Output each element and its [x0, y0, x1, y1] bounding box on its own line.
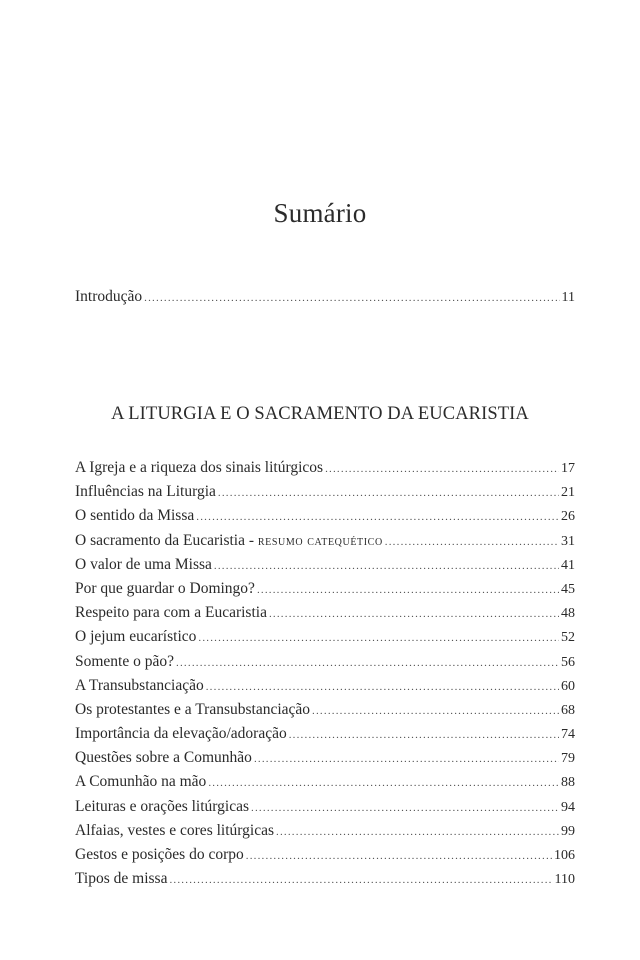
toc-entry-label-text: Leituras e orações litúrgicas [75, 797, 250, 815]
toc-entry [75, 577, 575, 601]
toc-entry-label-text: A Transubstanciação [75, 676, 204, 694]
toc-entry-page: 68 [561, 702, 575, 718]
toc-entry [75, 795, 575, 819]
toc-leader-dots [251, 796, 559, 820]
section-heading: A LITURGIA E O SACRAMENTO DA EUCARISTIA [111, 404, 529, 424]
toc-entry-page: 41 [561, 557, 575, 573]
toc-leader-dots [176, 651, 559, 675]
toc-entry-label [75, 698, 310, 722]
toc-entries [75, 456, 575, 891]
toc-entry-label [75, 601, 267, 625]
toc-entry-page: 106 [554, 848, 575, 863]
toc-entry [75, 722, 575, 746]
toc-leader-dots [196, 505, 559, 529]
toc-entry-label [75, 480, 216, 504]
toc-leader-dots [169, 868, 552, 892]
toc-entry-label [75, 819, 274, 843]
toc-entry-label [75, 625, 196, 649]
toc-entry-label [75, 553, 212, 577]
toc-entry-label [75, 674, 204, 698]
toc-leader-dots [206, 675, 559, 699]
toc-entry-label-text: Por que guardar o Domingo? [75, 579, 255, 597]
toc-entry-label-text: Gestos e posições do corpo [75, 846, 244, 863]
toc-leader-dots [276, 820, 559, 844]
toc-entry-label-text: Somente o pão? [75, 652, 175, 670]
toc-entry [75, 529, 575, 553]
toc-entry-label-text: Respeito para com a Eucaristia [75, 604, 267, 622]
toc-entry [75, 480, 575, 504]
toc-entry-label: Introdução [75, 288, 143, 305]
toc-entry [75, 867, 575, 891]
toc-entry-page: 56 [561, 654, 575, 670]
toc-entry-label-text: Tipos de missa [75, 870, 168, 888]
toc-leader-dots [246, 844, 552, 868]
toc-entry-page: 45 [561, 581, 575, 597]
toc-entry [75, 770, 575, 794]
toc-entry [75, 504, 575, 528]
toc-entry-label-text: O valor de uma Missa [75, 555, 212, 573]
toc-entry-page: 88 [561, 775, 575, 791]
toc-entry [75, 553, 575, 577]
toc-entry-page: 94 [561, 799, 575, 815]
toc-entry-label [75, 650, 174, 674]
toc-leader-dots [325, 457, 559, 481]
toc-entry-label-text: A Igreja e a riqueza dos sinais litúrgicos [75, 459, 324, 476]
toc-entry-label-smallcaps: resumo catequético [257, 533, 383, 549]
toc-entry-label-text: Questões sobre a Comunhão [75, 749, 252, 767]
toc-entry [75, 698, 575, 722]
toc-entry-label [75, 504, 194, 528]
toc-entry-page: 48 [561, 606, 575, 622]
toc-entry-label-text: A Comunhão na mão [75, 773, 207, 791]
toc-entry-page: 110 [554, 872, 575, 888]
toc-leader-dots [257, 578, 559, 602]
toc-entry [75, 843, 575, 867]
toc-entry [75, 456, 575, 480]
toc-leader-dots [214, 554, 559, 578]
page-title: Sumário [273, 198, 367, 228]
toc-entry-page: 21 [561, 485, 575, 501]
toc-leader-dots [218, 481, 559, 505]
toc-entry-label-text: Os protestantes e a Transubstanciação [75, 700, 311, 718]
toc-entry-label [75, 795, 249, 819]
toc-entry-label [75, 770, 206, 794]
toc-entry-label-text: O sentido da Missa [75, 507, 195, 525]
toc-leader-dots [289, 723, 559, 747]
toc-entry [75, 746, 575, 770]
toc-entry-page: 26 [561, 509, 575, 525]
toc-entry-page: 60 [561, 678, 575, 694]
toc-entry [75, 601, 575, 625]
toc-leader-dots [254, 747, 559, 771]
toc-entry-label-text: O jejum eucarístico [75, 628, 197, 646]
toc-entry-label [75, 529, 383, 554]
toc-entry-page: 99 [561, 823, 575, 839]
toc-entry-page: 31 [561, 533, 575, 549]
toc-entry [75, 650, 575, 674]
toc-entry-page: 17 [561, 461, 575, 476]
toc-entry-label-text: Alfaias, vestes e cores litúrgicas [75, 821, 274, 839]
toc-entry-page: 79 [561, 751, 575, 767]
toc-entry [75, 674, 575, 698]
toc-entry-label [75, 722, 287, 746]
toc-entry-label [75, 867, 167, 891]
toc-leader-dots [269, 602, 559, 626]
toc-entry-label [75, 746, 252, 770]
toc-entry-label [75, 456, 323, 480]
toc-entry-label-text: Importância da elevação/adoração [75, 725, 287, 743]
toc-entry-page: 11 [561, 290, 575, 305]
toc-entry-label-text: O sacramento da Eucaristia - [75, 531, 258, 549]
toc-leader-dots [144, 286, 559, 310]
intro-block [75, 285, 575, 309]
toc-entry-page: 52 [561, 630, 575, 646]
toc-entry-intro [75, 285, 575, 309]
toc-entry [75, 819, 575, 843]
toc-leader-dots [312, 699, 559, 723]
toc-entry-label [75, 577, 255, 601]
toc-leader-dots [208, 771, 559, 795]
toc-leader-dots [198, 626, 559, 650]
toc-entry-page: 74 [561, 727, 575, 743]
toc-entry-label-text: Influências na Liturgia [75, 483, 216, 501]
toc-entry-label [75, 843, 244, 867]
toc-leader-dots [385, 530, 559, 554]
toc-entry [75, 625, 575, 649]
